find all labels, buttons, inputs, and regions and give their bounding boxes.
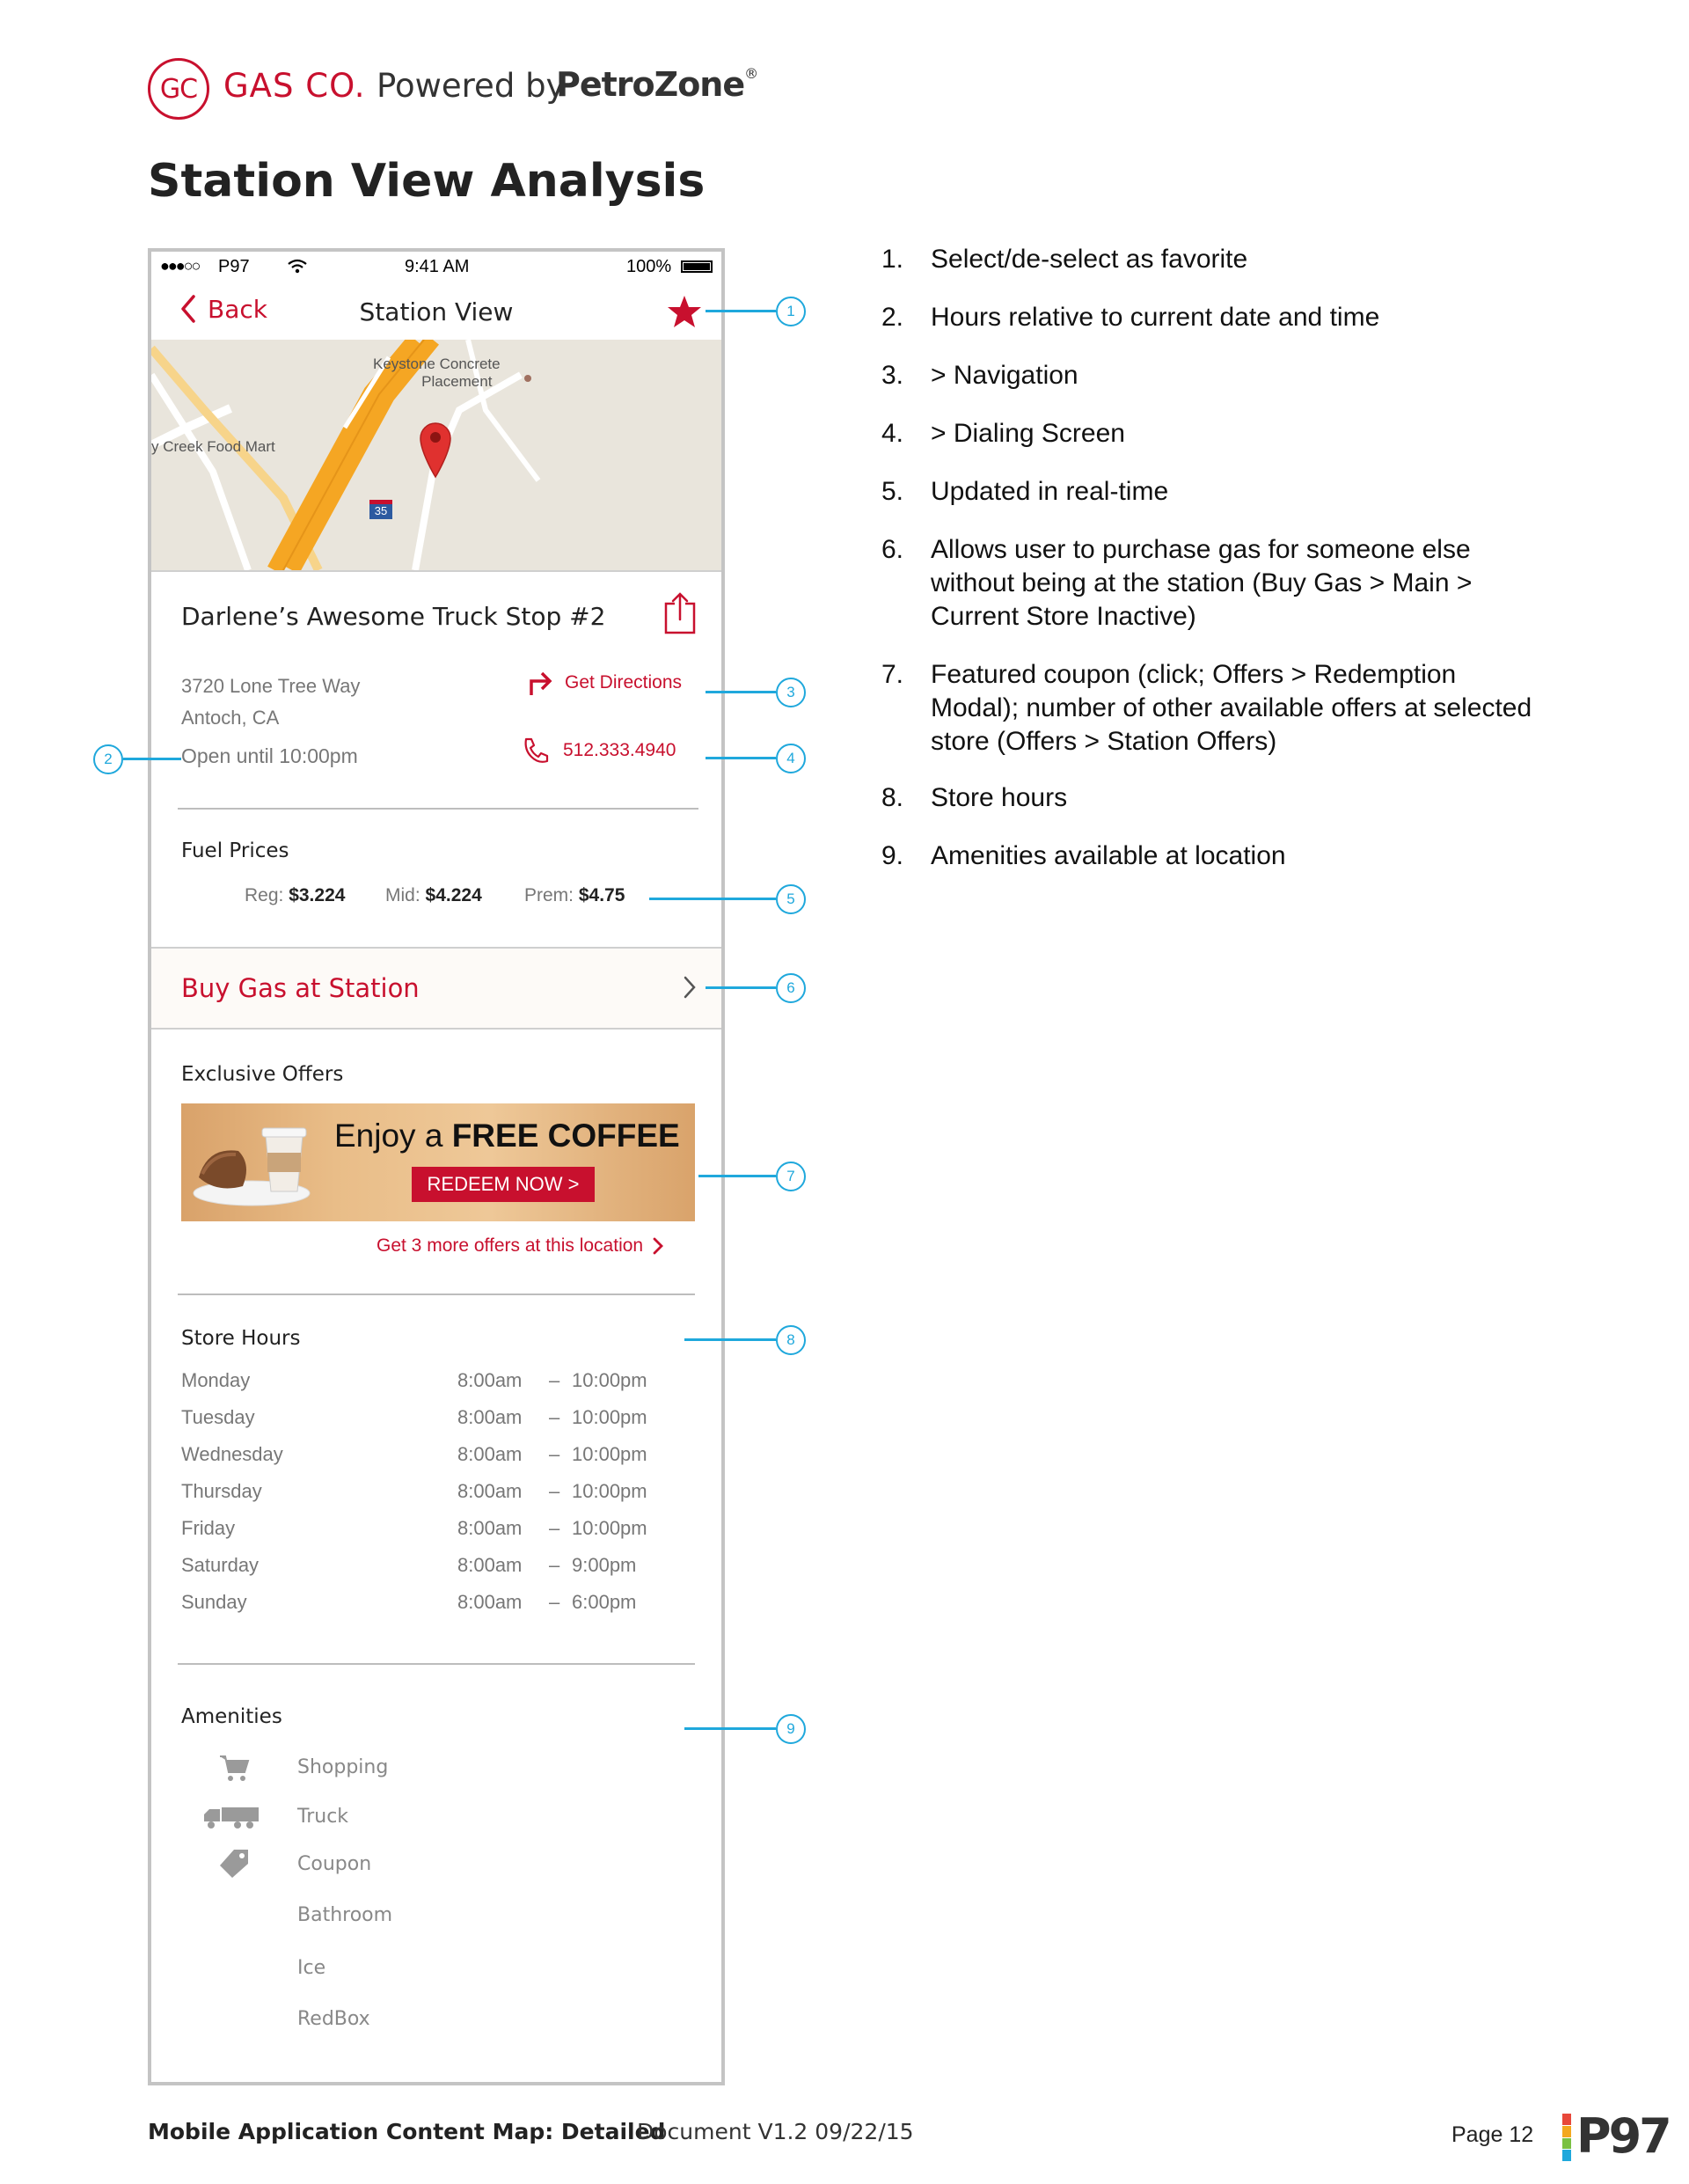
callout-line — [698, 1175, 776, 1177]
fuel-value-reg: $3.224 — [289, 885, 346, 905]
hours-day: Thursday — [181, 1480, 262, 1502]
callout-line — [706, 691, 776, 693]
hours-separator: – — [549, 1591, 560, 1613]
note-number: 5. — [881, 477, 904, 506]
hours-day: Sunday — [181, 1591, 247, 1613]
coupon-headline-highlight: FREE COFFEE — [451, 1118, 680, 1154]
amenity-label: Shopping — [297, 1756, 389, 1778]
table-row — [181, 1554, 674, 1591]
map-pin-icon[interactable] — [419, 421, 452, 479]
carrier-name: P97 — [218, 257, 250, 276]
note-text: > Navigation — [931, 361, 1078, 390]
open-status: Open until 10:00pm — [181, 744, 358, 767]
more-offers-label: Get 3 more offers at this location — [377, 1235, 644, 1256]
hours-close: 10:00pm — [572, 1480, 647, 1502]
gas-co-logo: GC — [148, 58, 209, 120]
wifi-icon — [287, 259, 308, 275]
note-text: Store hours — [931, 783, 1068, 812]
get-directions-button[interactable] — [526, 669, 682, 697]
note-text: Allows user to purchase gas for someone else without being at the station (Buy Gas > Main > Current Store Inactive) — [931, 535, 1473, 631]
phone-number: 512.333.4940 — [563, 740, 676, 760]
note-text: Select/de-select as favorite — [931, 245, 1248, 274]
store-hours-title: Store Hours — [181, 1327, 301, 1350]
table-row — [181, 1369, 674, 1406]
callout-marker: 9 — [776, 1714, 806, 1744]
battery-icon — [681, 260, 713, 273]
hours-close: 10:00pm — [572, 1406, 647, 1428]
amenity-label: Bathroom — [297, 1904, 393, 1926]
callout-marker: 7 — [776, 1162, 806, 1191]
amenity-label: RedBox — [297, 2008, 370, 2030]
amenity-label: Truck — [297, 1806, 349, 1828]
station-name: Darlene’s Awesome Truck Stop #2 — [181, 602, 606, 631]
fuel-value-mid: $4.224 — [425, 885, 482, 905]
note-number: 7. — [881, 660, 904, 689]
callout-line — [706, 757, 776, 759]
address-line1: 3720 Lone Tree Way — [181, 675, 361, 697]
hours-separator: – — [549, 1369, 560, 1391]
get-directions-label: Get Directions — [565, 672, 683, 693]
favorite-star-icon[interactable] — [667, 294, 702, 329]
callout-marker: 3 — [776, 678, 806, 707]
hours-day: Wednesday — [181, 1443, 283, 1465]
fuel-label-reg: Reg: — [245, 885, 284, 905]
coffee-muffin-image — [190, 1116, 322, 1213]
footer-page-number: Page 12 — [1451, 2122, 1534, 2147]
map-label-business-line1: Keystone Concrete — [373, 355, 501, 372]
partner-mark: ® — [744, 65, 758, 82]
partner-logo — [556, 65, 757, 104]
table-row — [181, 1443, 674, 1480]
note-number: 1. — [881, 245, 904, 274]
callout-line — [706, 986, 776, 989]
note-number: 6. — [881, 535, 904, 564]
table-row — [181, 1406, 674, 1443]
hours-separator: – — [549, 1406, 560, 1428]
callout-marker: 4 — [776, 744, 806, 773]
amenity-label: Ice — [297, 1957, 326, 1979]
callout-marker: 2 — [93, 744, 123, 774]
amenity-label: Coupon — [297, 1853, 372, 1875]
divider — [178, 808, 698, 810]
status-time: 9:41 AM — [405, 257, 470, 276]
station-address — [181, 671, 360, 734]
callout-marker: 1 — [776, 297, 806, 326]
page-title: Station View Analysis — [148, 155, 706, 208]
note-text: Updated in real-time — [931, 477, 1169, 506]
exclusive-offers-title: Exclusive Offers — [181, 1063, 344, 1086]
phone-mockup — [148, 248, 725, 2085]
amenities-title: Amenities — [181, 1705, 282, 1728]
more-offers-link[interactable] — [377, 1235, 664, 1257]
hours-open: 8:00am — [457, 1517, 523, 1539]
partner-name: PetroZone — [556, 65, 745, 104]
callout-line — [684, 1727, 776, 1730]
directions-arrow-icon — [526, 669, 554, 697]
callout-marker: 6 — [776, 973, 806, 1003]
note-text: Amenities available at location — [931, 841, 1286, 870]
chevron-right-icon — [652, 1236, 664, 1256]
hours-day: Tuesday — [181, 1406, 255, 1428]
note-number: 4. — [881, 419, 904, 448]
coupon-headline — [334, 1118, 680, 1154]
note-text: Featured coupon (click; Offers > Redemption Modal); number of other available offers at selected store (Offers > Station Offers) — [931, 660, 1532, 756]
fuel-label-mid: Mid: — [385, 885, 420, 905]
hours-separator: – — [549, 1480, 560, 1502]
hours-close: 10:00pm — [572, 1517, 647, 1539]
p97-logo: P97 — [1576, 2108, 1670, 2164]
callout-line — [706, 310, 776, 312]
hours-close: 9:00pm — [572, 1554, 637, 1576]
fuel-price-mid — [385, 885, 482, 906]
hours-open: 8:00am — [457, 1406, 523, 1428]
callout-marker: 8 — [776, 1325, 806, 1355]
buy-gas-at-station-row[interactable] — [151, 947, 721, 1030]
hours-separator: – — [549, 1443, 560, 1465]
footer-document-version: Document V1.2 09/22/15 — [637, 2119, 914, 2144]
status-bar — [151, 252, 721, 283]
truck-icon — [202, 1804, 260, 1830]
shopping-cart-icon — [218, 1753, 250, 1783]
highway-shield: 35 — [369, 500, 392, 519]
fuel-price-prem — [524, 885, 625, 906]
map-label-business — [373, 355, 501, 391]
fuel-value-prem: $4.75 — [578, 885, 625, 905]
back-label: Back — [208, 294, 267, 324]
note-text: > Dialing Screen — [931, 419, 1125, 448]
buy-gas-label: Buy Gas at Station — [181, 973, 420, 1003]
nav-bar — [151, 283, 721, 341]
callout-line — [684, 1338, 776, 1341]
hours-open: 8:00am — [457, 1443, 523, 1465]
nav-title: Station View — [359, 297, 514, 326]
address-line2: Antoch, CA — [181, 707, 280, 729]
station-map[interactable] — [151, 340, 721, 572]
map-label-store: y Creek Food Mart — [151, 438, 275, 455]
p97-logo-bars — [1562, 2114, 1571, 2161]
hours-open: 8:00am — [457, 1591, 523, 1613]
share-icon[interactable] — [663, 591, 697, 635]
battery-percent: 100% — [626, 257, 672, 276]
table-row — [181, 1591, 674, 1628]
redeem-now-button[interactable]: REDEEM NOW > — [412, 1167, 595, 1202]
table-row — [181, 1517, 674, 1554]
featured-coupon[interactable] — [181, 1103, 695, 1221]
hours-open: 8:00am — [457, 1369, 523, 1391]
brand-name: GAS CO. — [223, 67, 366, 105]
map-label-business-line2: Placement — [421, 373, 493, 390]
footer-title: Mobile Application Content Map: Detailed — [148, 2119, 666, 2144]
powered-by-text: Powered by — [377, 67, 566, 105]
phone-call-button[interactable] — [521, 736, 676, 766]
coupon-tag-icon — [218, 1848, 250, 1880]
hours-day: Saturday — [181, 1554, 260, 1576]
note-number: 2. — [881, 303, 904, 332]
hours-day: Monday — [181, 1369, 251, 1391]
fuel-prices-title: Fuel Prices — [181, 839, 289, 862]
hours-open: 8:00am — [457, 1480, 523, 1502]
callout-line — [123, 758, 181, 760]
hours-close: 10:00pm — [572, 1443, 647, 1465]
coupon-headline-prefix: Enjoy a — [334, 1118, 452, 1154]
hours-close: 10:00pm — [572, 1369, 647, 1391]
table-row — [181, 1480, 674, 1517]
fuel-price-reg — [245, 885, 345, 906]
divider — [178, 1663, 695, 1665]
note-number: 9. — [881, 841, 904, 870]
note-number: 3. — [881, 361, 904, 390]
store-hours-table — [181, 1369, 674, 1628]
hours-close: 6:00pm — [572, 1591, 637, 1613]
callout-line — [649, 898, 776, 900]
callout-marker: 5 — [776, 884, 806, 914]
hours-day: Friday — [181, 1517, 236, 1539]
fuel-label-prem: Prem: — [524, 885, 574, 905]
divider — [178, 1294, 695, 1295]
signal-dots-icon: ●●●○○ — [160, 257, 200, 275]
hours-separator: – — [549, 1517, 560, 1539]
chevron-right-icon — [683, 975, 697, 1000]
hours-open: 8:00am — [457, 1554, 523, 1576]
note-text: Hours relative to current date and time — [931, 303, 1380, 332]
phone-icon — [521, 736, 551, 766]
hours-separator: – — [549, 1554, 560, 1576]
note-number: 8. — [881, 783, 904, 812]
